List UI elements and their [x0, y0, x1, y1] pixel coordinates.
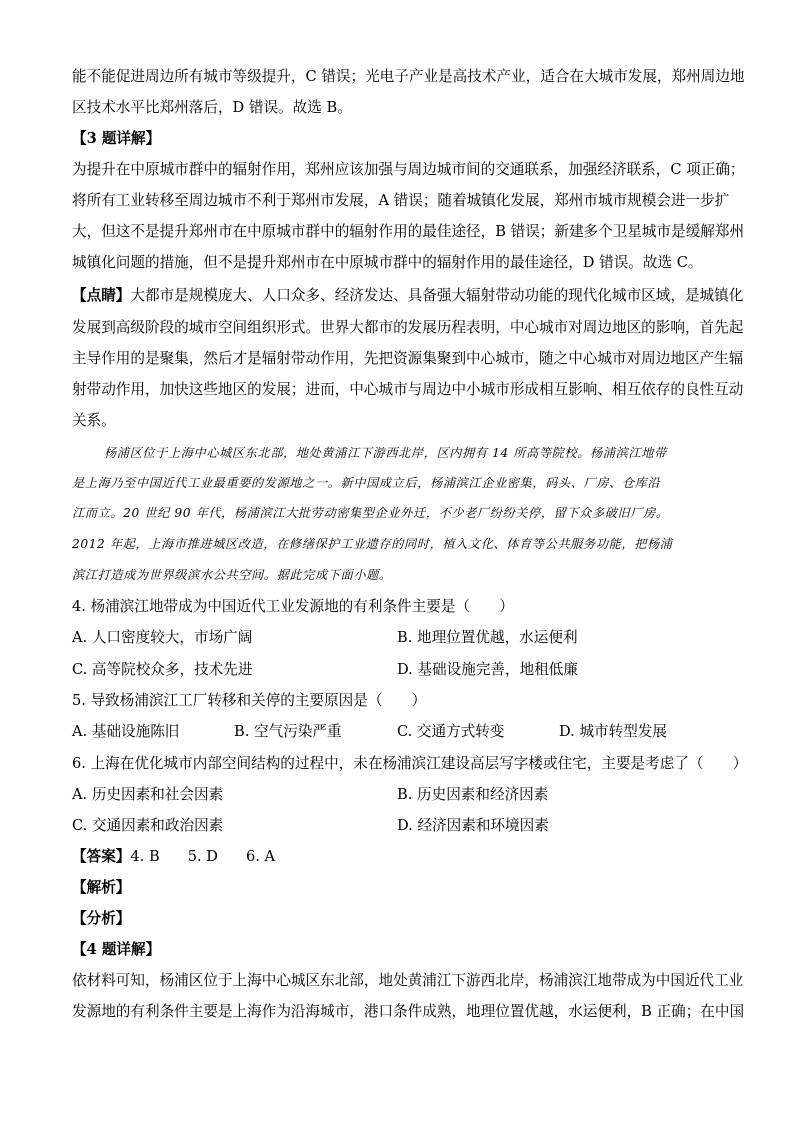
dianjing-line-3: 主导作用的是聚集，然后才是辐射带动作用，先把资源集聚到中心城市，随之中心城市对周边地区产生辐 — [72, 350, 744, 367]
q4-option-b: B. 地理位置优越，水运便利 — [397, 629, 578, 646]
q5-stem: 5. 导致杨浦滨江工厂转移和关停的主要原因是（ ） — [72, 692, 427, 709]
passage-line-1: 杨浦区位于上海中心城区东北部，地处黄浦江下游西北岸，区内拥有 14 所高等院校。杨浦滨江地带 — [104, 446, 667, 460]
q6-option-c: C. 交通因素和政治因素 — [72, 817, 224, 834]
q6-stem: 6. 上海在优化城市内部空间结构的过程中，未在杨浦滨江建设高层写字楼或住宅，主要是考虑了（ ） — [72, 755, 748, 772]
q4-explain-line-2: 发源地的有利条件主要是上海作为沿海城市，港口条件成熟，地理位置优越，水运便利，B 正确；在中国 — [72, 1003, 745, 1020]
q6-option-b: B. 历史因素和经济因素 — [397, 786, 549, 803]
q5-option-a: A. 基础设施陈旧 — [72, 723, 180, 740]
dianjing-line-4: 射带动作用，加快这些地区的发展；进而，中心城市与周边中小城市形成相互影响、相互依存的良性互动 — [72, 381, 744, 398]
q5-option-b: B. 空气污染严重 — [234, 723, 342, 740]
passage-line-2: 是上海乃至中国近代工业最重要的发源地之一。新中国成立后，杨浦滨江企业密集，码头、厂房、仓库沿 — [72, 476, 661, 490]
jiexi-heading: 【解析】 — [72, 879, 131, 896]
q3-line-1: 为提升在中原城市群中的辐射作用，郑州应该加强与周边城市间的交通联系，加强经济联系，C 项正确； — [72, 161, 745, 178]
passage-line-4: 2012 年起，上海市推进城区改造，在修缮保护工业遗存的同时，植入文化、体育等公共服务功能，把杨浦 — [72, 537, 673, 551]
q4-explain-line-1: 依材料可知，杨浦区位于上海中心城区东北部，地处黄浦江下游西北岸，杨浦滨江地带成为中国近代工业 — [72, 972, 744, 989]
q5-option-c: C. 交通方式转变 — [397, 723, 505, 740]
dianjing-line-1 — [72, 286, 743, 306]
q6-option-d: D. 经济因素和环境因素 — [397, 817, 549, 834]
dianjing-tag: 【点睛】 — [72, 287, 131, 304]
fenxi-heading: 【分析】 — [72, 910, 131, 927]
answer-4: 4. B — [130, 848, 160, 865]
q3-line-4: 城镇化问题的措施，但不是提升郑州市在中原城市群中的辐射作用的最佳途径，D 错误。故选 C。 — [72, 254, 703, 271]
q5-option-d: D. 城市转型发展 — [559, 723, 668, 740]
q4-option-c: C. 高等院校众多，技术先进 — [72, 661, 253, 678]
q4-heading: 【4 题详解】 — [72, 941, 161, 958]
answer-5: 5. D — [187, 848, 218, 865]
passage-line-5: 滨江打造成为世界级滨水公共空间。据此完成下面小题。 — [72, 568, 392, 582]
answer-line — [72, 847, 275, 867]
q4-option-a: A. 人口密度较大，市场广阔 — [72, 629, 253, 646]
q6-option-a: A. 历史因素和社会因素 — [72, 786, 224, 803]
q4-option-d: D. 基础设施完善，地租低廉 — [397, 661, 578, 678]
intro-line-2: 区技术水平比郑州落后，D 错误。故选 B。 — [72, 99, 352, 116]
q3-heading: 【3 题详解】 — [72, 130, 161, 147]
q4-stem: 4. 杨浦滨江地带成为中国近代工业发源地的有利条件主要是（ ） — [72, 598, 514, 615]
q3-line-2: 将所有工业转移至周边城市不利于郑州市发展，A 错误；随着城镇化发展，郑州市城市规模会进一步扩 — [72, 192, 730, 209]
intro-line-1: 能不能促进周边所有城市等级提升，C 错误；光电子产业是高技术产业，适合在大城市发展，郑州周边地 — [72, 68, 745, 85]
dianjing-line-2: 发展到高级阶段的城市空间组织形式。世界大都市的发展历程表明，中心城市对周边地区的影响，首先起 — [72, 319, 744, 336]
answer-6: 6. A — [245, 848, 276, 865]
passage-line-3: 江而立。20 世纪 90 年代，杨浦滨江大批劳动密集型企业外迁，不少老厂纷纷关停，留下众多破旧厂房。 — [72, 506, 669, 520]
dianjing-first: 大都市是规模庞大、人口众多、经济发达、具备强大辐射带动功能的现代化城市区域，是城镇化 — [130, 287, 744, 304]
q3-line-3: 大，但这不是提升郑州市在中原城市群中的辐射作用的最佳途径，B 错误；新建多个卫星城市是缓解郑州 — [72, 223, 745, 240]
dianjing-line-5: 关系。 — [72, 412, 116, 429]
answer-tag: 【答案】 — [72, 848, 131, 865]
